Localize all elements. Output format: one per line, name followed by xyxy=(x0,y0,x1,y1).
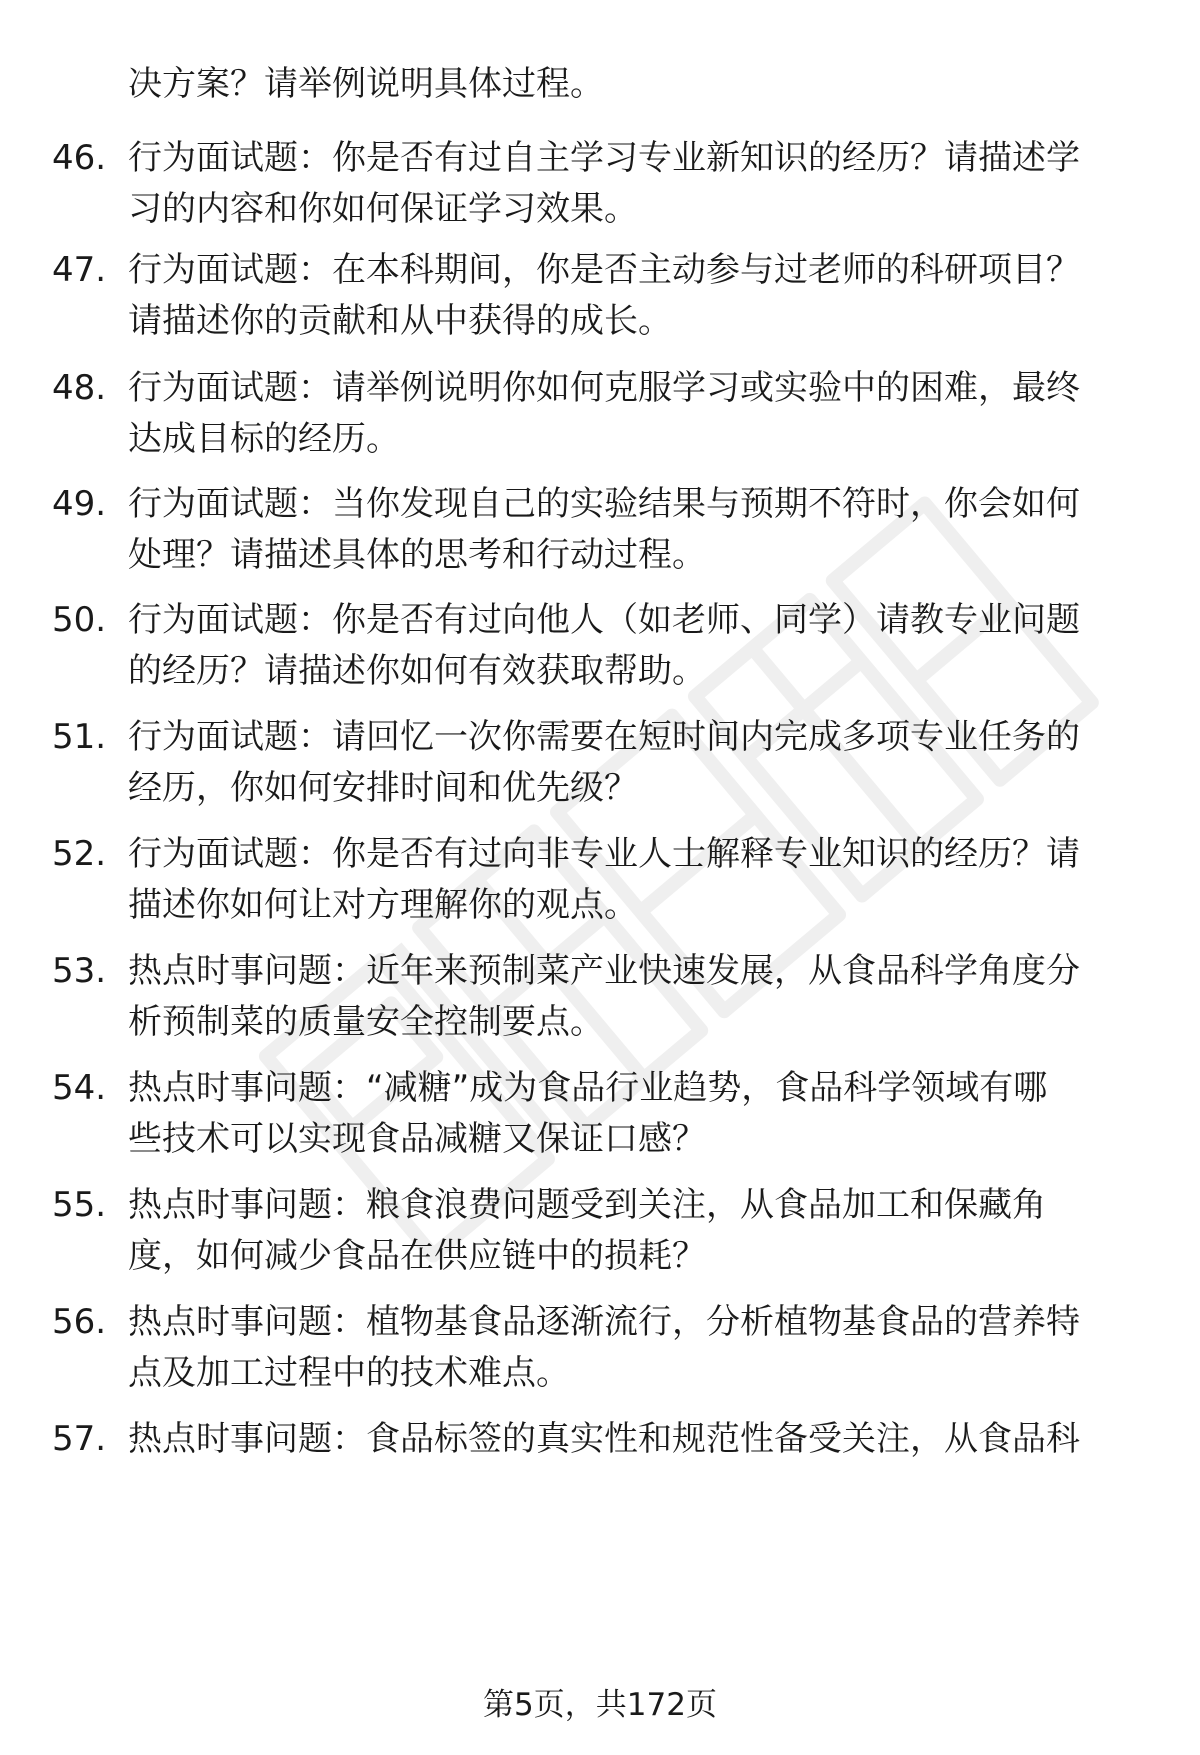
item-text-line: 经历，你如何安排时间和优先级？ xyxy=(128,768,638,808)
list-item xyxy=(0,598,1200,698)
list-item xyxy=(0,248,1200,348)
list-item xyxy=(0,832,1200,932)
item-text-line: 习的内容和你如何保证学习效果。 xyxy=(128,189,638,229)
item-text-line: 热点时事问题：粮食浪费问题受到关注，从食品加工和保藏角 xyxy=(128,1185,1046,1225)
item-text-line: 描述你如何让对方理解你的观点。 xyxy=(128,885,638,925)
page-footer: 第5页，共172页 xyxy=(483,1687,717,1723)
item-text-line: 热点时事问题：食品标签的真实性和规范性备受关注，从食品科 xyxy=(128,1419,1080,1459)
list-item xyxy=(0,949,1200,1049)
item-text-line: 的经历？请描述你如何有效获取帮助。 xyxy=(128,651,706,691)
item-number: 50. xyxy=(52,600,107,640)
item-number: 49. xyxy=(52,484,107,524)
item-number: 54. xyxy=(52,1068,107,1108)
list-item xyxy=(0,1183,1200,1283)
item-text-line: 行为面试题：请举例说明你如何克服学习或实验中的困难，最终 xyxy=(128,368,1080,408)
item-number: 53. xyxy=(52,951,107,991)
item-number: 48. xyxy=(52,368,107,408)
list-item xyxy=(0,482,1200,582)
item-text-line: 行为面试题：你是否有过自主学习专业新知识的经历？请描述学 xyxy=(128,138,1080,178)
item-text-line: 热点时事问题：植物基食品逐渐流行，分析植物基食品的营养特 xyxy=(128,1302,1080,1342)
item-text-line: 热点时事问题：近年来预制菜产业快速发展，从食品科学角度分 xyxy=(128,951,1080,991)
item-number: 52. xyxy=(52,834,107,874)
list-item xyxy=(0,1417,1200,1517)
item-text-line: 处理？请描述具体的思考和行动过程。 xyxy=(128,535,706,575)
item-number: 56. xyxy=(52,1302,107,1342)
item-text-line: 析预制菜的质量安全控制要点。 xyxy=(128,1002,604,1042)
item-text-line: 点及加工过程中的技术难点。 xyxy=(128,1353,570,1393)
continuation-text: 决方案？请举例说明具体过程。 xyxy=(128,64,604,104)
item-number: 55. xyxy=(52,1185,107,1225)
list-item xyxy=(0,136,1200,236)
item-text-line: 热点时事问题：“减糖”成为食品行业趋势，食品科学领域有哪 xyxy=(128,1068,1048,1108)
item-text-line: 行为面试题：请回忆一次你需要在短时间内完成多项专业任务的 xyxy=(128,717,1080,757)
item-number: 46. xyxy=(52,138,107,178)
item-number: 47. xyxy=(52,250,107,290)
list-item xyxy=(0,1066,1200,1166)
item-text-line: 达成目标的经历。 xyxy=(128,419,400,459)
item-number: 57. xyxy=(52,1419,107,1459)
item-text-line: 些技术可以实现食品减糖又保证口感？ xyxy=(128,1119,706,1159)
item-text-line: 请描述你的贡献和从中获得的成长。 xyxy=(128,301,672,341)
list-item xyxy=(0,366,1200,466)
list-item xyxy=(0,1300,1200,1400)
item-text-line: 行为面试题：你是否有过向非专业人士解释专业知识的经历？请 xyxy=(128,834,1080,874)
item-text-line: 度，如何减少食品在供应链中的损耗？ xyxy=(128,1236,706,1276)
item-text-line: 行为面试题：当你发现自己的实验结果与预期不符时，你会如何 xyxy=(128,484,1080,524)
item-text-line: 行为面试题：你是否有过向他人（如老师、同学）请教专业问题 xyxy=(128,600,1080,640)
item-text-line: 行为面试题：在本科期间，你是否主动参与过老师的科研项目？ xyxy=(128,250,1080,290)
list-item xyxy=(0,715,1200,815)
item-number: 51. xyxy=(52,717,107,757)
